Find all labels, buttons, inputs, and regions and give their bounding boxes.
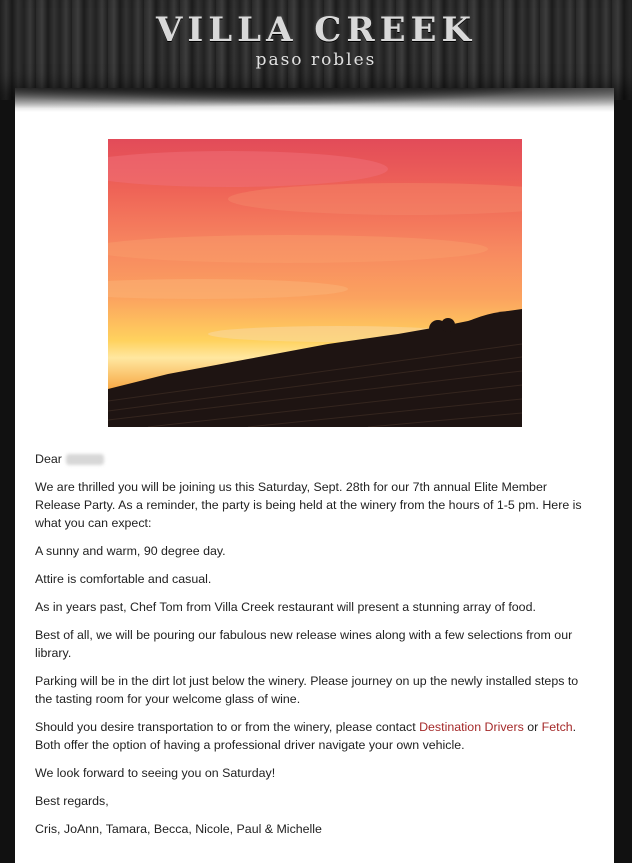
- intro-paragraph: We are thrilled you will be joining us this Saturday, Sept. 28th for our 7th annual Elite Member Release Party. As a reminder, the party is being held at the winery from the hours of 1-5 pm. Here is what you can expect:: [35, 480, 582, 530]
- weather-paragraph: A sunny and warm, 90 degree day.: [35, 544, 226, 558]
- signature: Cris, JoAnn, Tamara, Becca, Nicole, Paul & Michelle: [35, 822, 322, 836]
- left-border: [0, 0, 15, 863]
- right-border: [614, 0, 632, 863]
- wine-paragraph: Best of all, we will be pouring our fabulous new release wines along with a few selections from our library.: [35, 628, 573, 660]
- best-regards: Best regards,: [35, 794, 109, 808]
- fetch-link[interactable]: Fetch: [541, 720, 573, 734]
- brand-logo-subtitle: paso robles: [255, 50, 377, 70]
- email-content: [35, 450, 595, 848]
- torn-paper-edge: [15, 88, 614, 112]
- greeting-text: Dear: [35, 452, 62, 466]
- vineyard-silhouette: [108, 139, 522, 427]
- transport-text-pre: Should you desire transportation to or from the winery, please contact: [35, 720, 420, 734]
- transport-text-or: or: [523, 720, 542, 734]
- transport-paragraph: [35, 718, 595, 754]
- closing-paragraph: We look forward to seeing you on Saturday!: [35, 766, 276, 780]
- attire-paragraph: Attire is comfortable and casual.: [35, 572, 212, 586]
- greeting-line: [35, 450, 595, 468]
- parking-paragraph: Parking will be in the dirt lot just below the winery. Please journey on up the newly installed steps to the tasting room for your welcome glass of wine.: [35, 674, 579, 706]
- food-paragraph: As in years past, Chef Tom from Villa Creek restaurant will present a stunning array of food.: [35, 600, 536, 614]
- transport-text-post: . Both offer the option of having a professional driver navigate your own vehicle.: [35, 720, 577, 752]
- hero-image: [108, 139, 522, 427]
- brand-logo-title: VILLA CREEK: [155, 10, 476, 50]
- destination-drivers-link[interactable]: Destination Drivers: [419, 720, 524, 734]
- redacted-name: [66, 454, 104, 465]
- header-banner: [0, 0, 632, 100]
